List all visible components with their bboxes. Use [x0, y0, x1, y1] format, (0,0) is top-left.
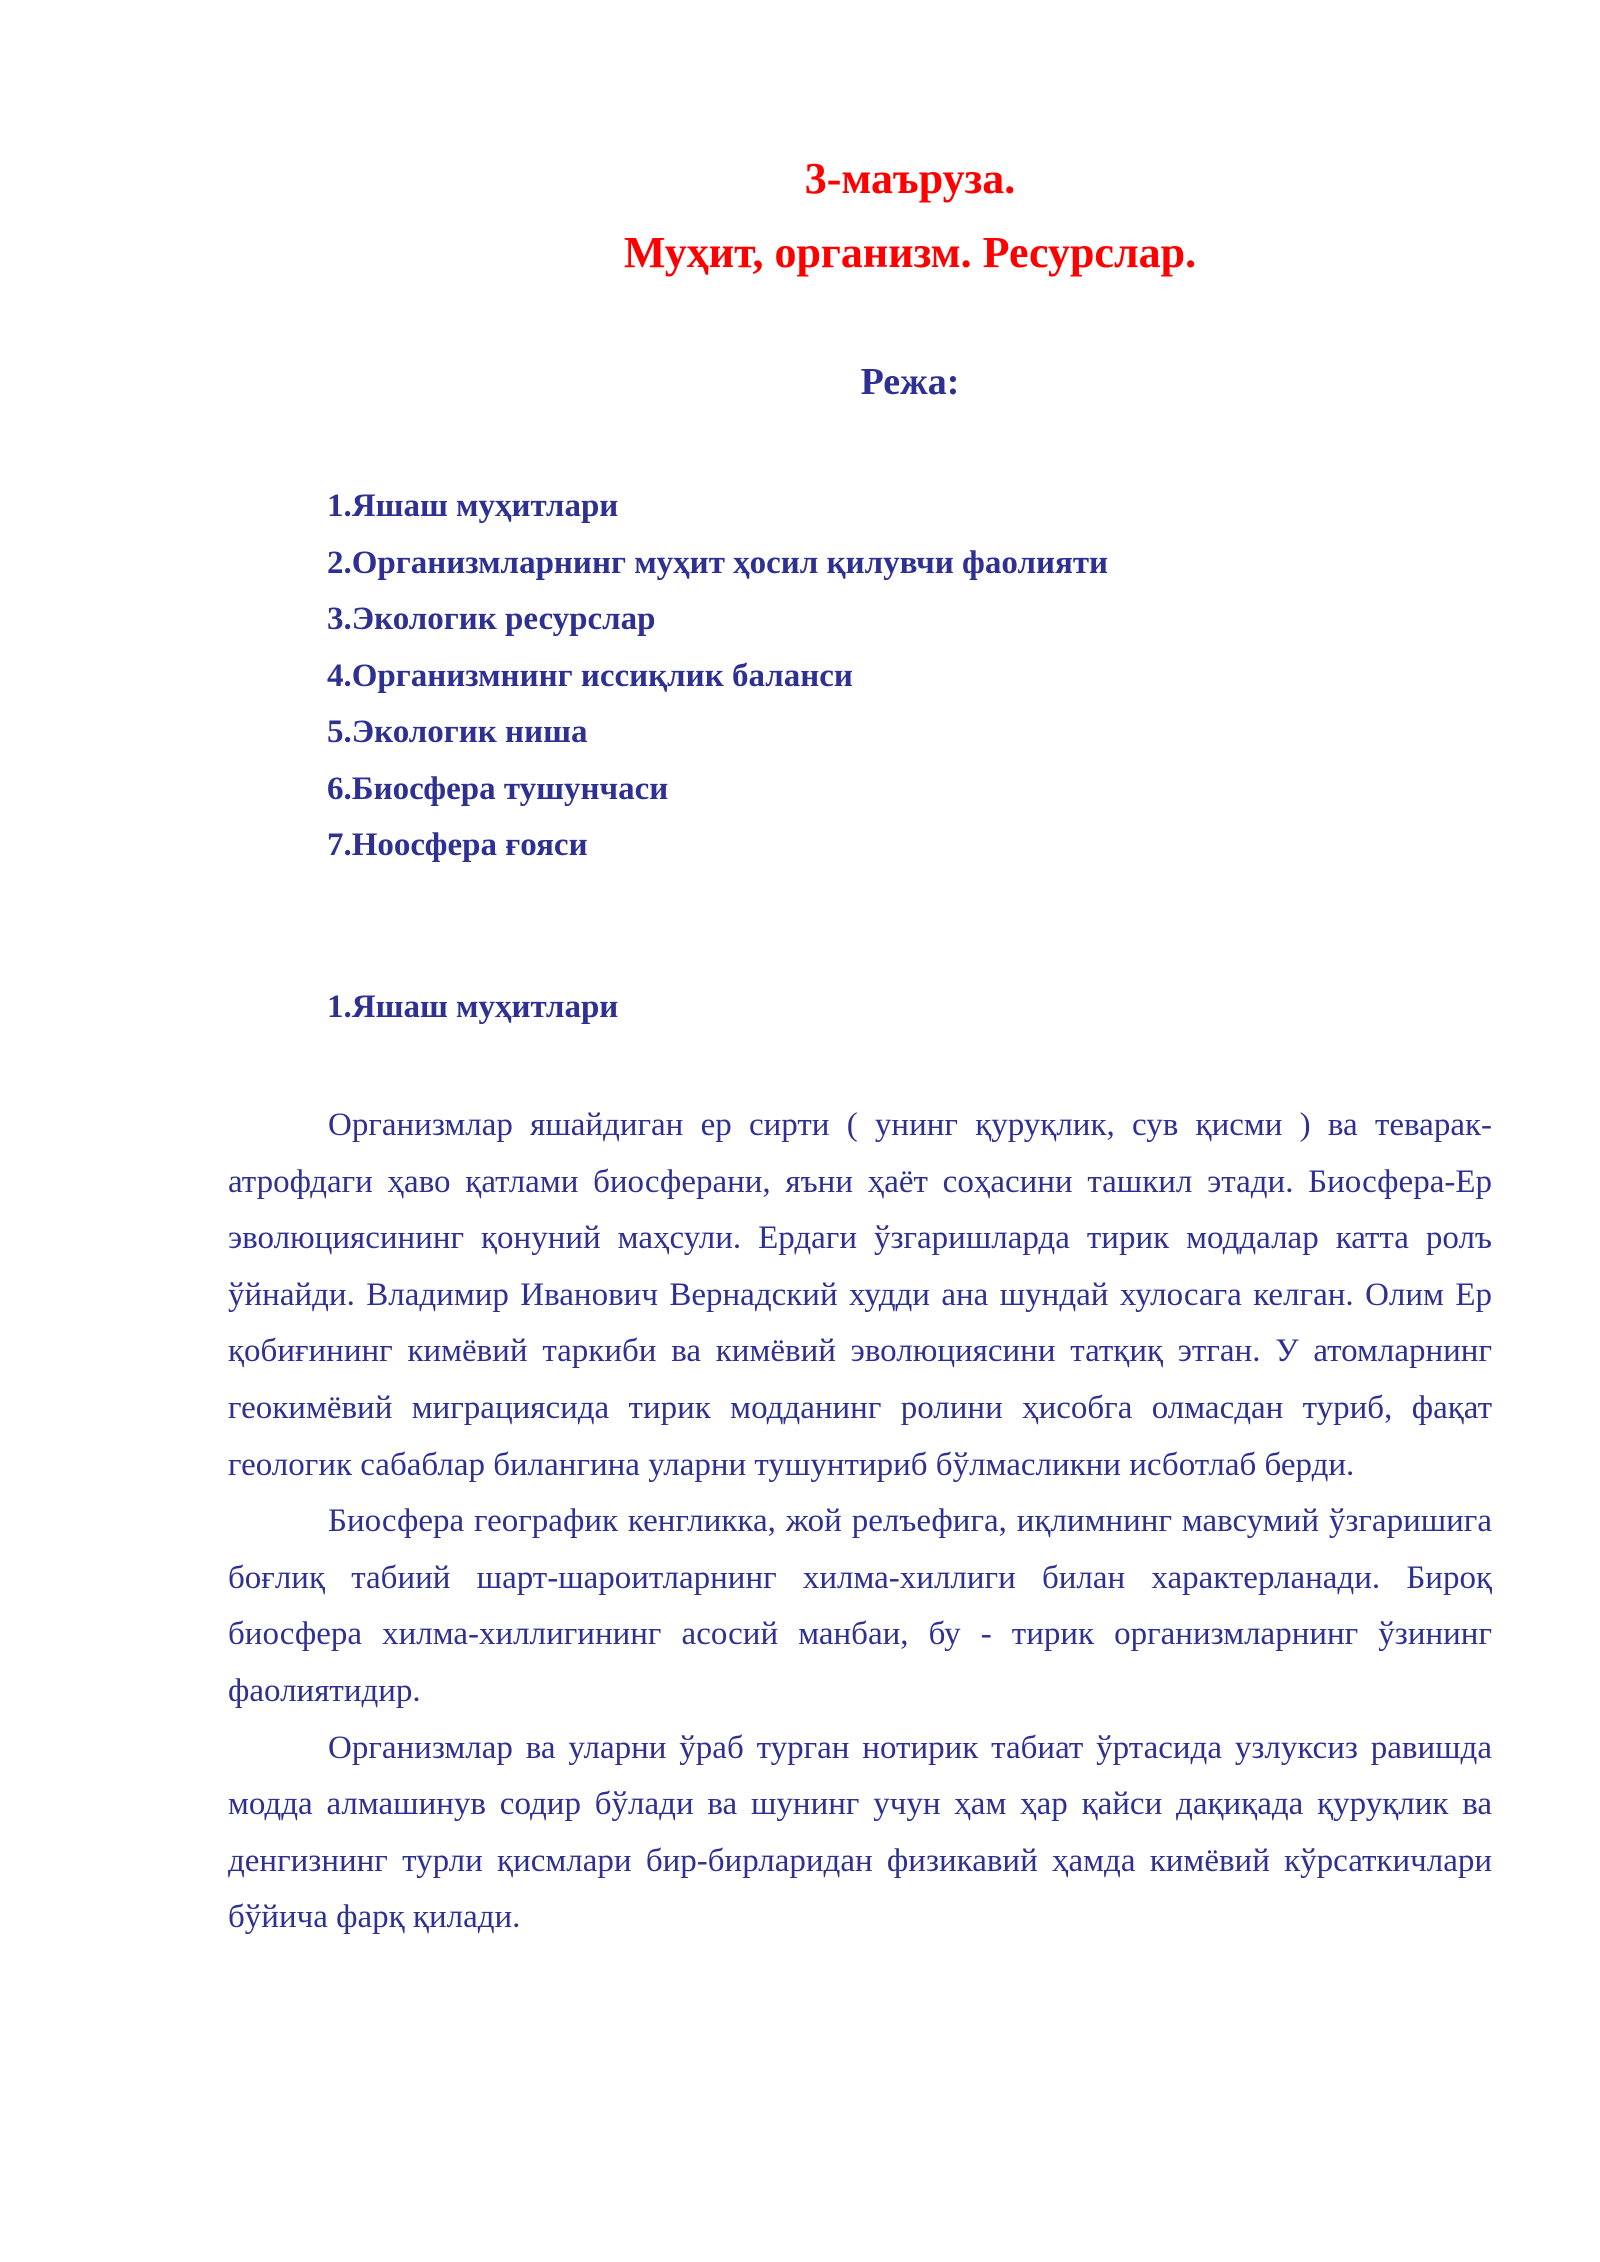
lecture-topic-title: Муҳит, организм. Ресурслар.	[623, 228, 1197, 277]
body-text	[228, 1097, 1492, 1946]
body-paragraph: Организмлар яшайдиган ер сирти ( унинг қуруқлик, сув қисми ) ва теварак-атрофдаги ҳаво қатлами биосферани, яъни ҳаёт соҳасини ташкил этади. Биосфера-Ер эволюциясининг қонуний маҳсули. Ердаги ўзгаришларда тирик моддалар катта ролъ ўйнайди. Владимир Иванович Вернадский худди ана шундай хулосага келган. Олим Ер қобиғининг кимёвий таркиби ва кимёвий эволюциясини татқиқ этган. У атомларнинг геокимёвий миграциясида тирик модданинг ролини ҳисобга олмасдан туриб, фақат геологик сабаблар билангина уларни тушунтириб бўлмасликни исботлаб берди.	[228, 1107, 1492, 1483]
plan-item: 2.Организмларнинг муҳит ҳосил қилувчи фаолияти	[327, 544, 1109, 581]
section-heading: 1.Яшаш муҳитлари	[327, 989, 619, 1025]
plan-item: 7.Ноосфера ғояси	[327, 827, 588, 863]
plan-item: 4.Организмнинг иссиқлик баланси	[327, 657, 853, 694]
plan-item: 1.Яшаш муҳитлари	[327, 488, 619, 524]
plan-item: 6.Биосфера тушунчаси	[327, 770, 669, 807]
lecture-number-title: 3-маъруза.	[804, 154, 1016, 203]
plan-item: 3.Экологик ресурслар	[327, 601, 656, 637]
body-paragraph: Биосфера географик кенгликка, жой релъефига, иқлимнинг мавсумий ўзгаришига боғлиқ табиий шарт-шароитларнинг хилма-хиллиги билан характерланади. Бироқ биосфера хилма-хиллигининг асосий манбаи, бу - тирик организмларнинг ўзининг фаолиятидир.	[228, 1503, 1492, 1709]
body-paragraph: Организмлар ва уларни ўраб турган нотирик табиат ўртасида узлуксиз равишда модда алмашинув содир бўлади ва шунинг учун ҳам ҳар қайси дақиқада қуруқлик ва денгизнинг турли қисмлари бир-бирларидан физикавий ҳамда кимёвий кўрсаткичлари бўйича фарқ қилади.	[228, 1729, 1492, 1936]
plan-item: 5.Экологик ниша	[327, 714, 588, 750]
plan-list	[327, 478, 1108, 874]
plan-heading: Режа:	[860, 361, 960, 403]
